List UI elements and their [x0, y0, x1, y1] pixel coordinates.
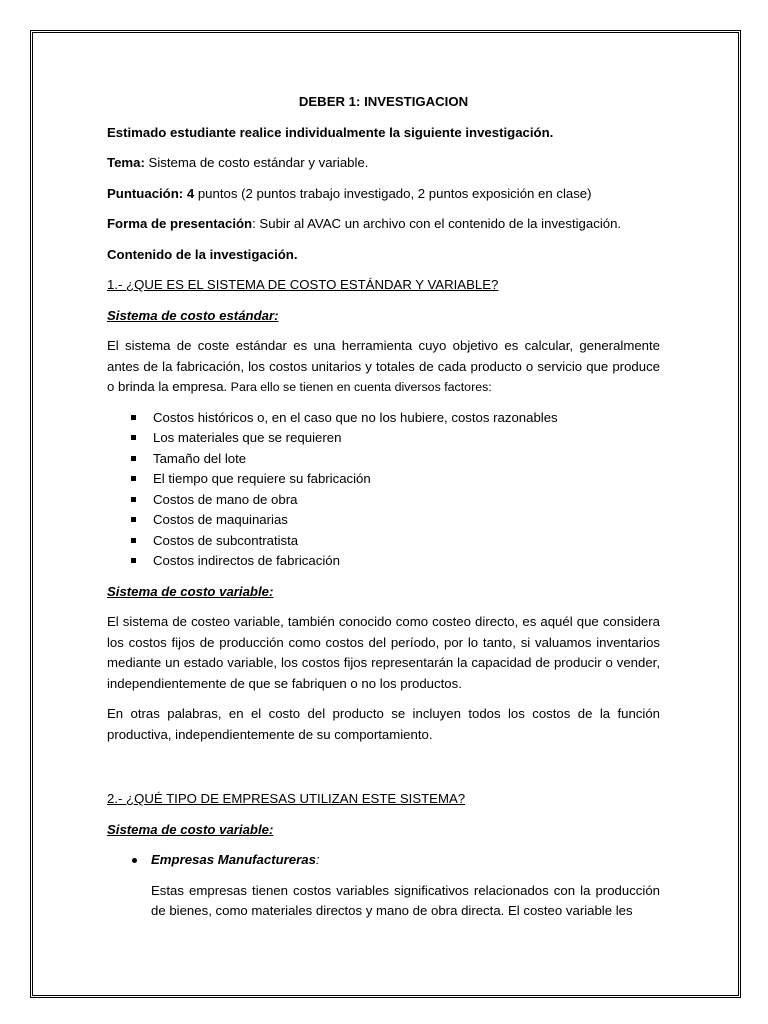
list-item: [153, 490, 660, 511]
estandar-heading: Sistema de costo estándar:: [107, 307, 279, 323]
square-bullet-icon: [131, 456, 136, 461]
square-bullet-icon: [131, 497, 136, 502]
empresas-label: Empresas Manufactureras: [151, 852, 316, 867]
factores-list: [107, 408, 660, 572]
tema-label: Tema:: [107, 155, 145, 170]
list-item: [153, 510, 660, 531]
question-1-heading: 1.- ¿QUE ES EL SISTEMA DE COSTO ESTÁNDAR Y VARIABLE?: [107, 277, 499, 292]
list-item: [153, 428, 660, 449]
forma-line: [107, 214, 660, 235]
variable-paragraph-1: El sistema de costeo variable, también conocido como costeo directo, es aquél que considera los costos fijos de producción como costos del período, por lo tanto, si valuamos inventarios mediante un estado variable, los costos fijos representarán la capacidad de producir o vender, independientemente de que se fabriquen o no los productos.: [107, 614, 660, 691]
list-item-text: Costos de mano de obra: [153, 491, 298, 507]
document-page: [107, 92, 660, 922]
question-2-heading: 2.- ¿QUÉ TIPO DE EMPRESAS UTILIZAN ESTE SISTEMA?: [107, 791, 466, 806]
forma-label: Forma de presentación: [107, 216, 253, 231]
square-bullet-icon: [131, 476, 136, 481]
list-item-text: Costos históricos o, en el caso que no los hubiere, costos razonables: [153, 409, 558, 425]
list-item: [153, 449, 660, 470]
square-bullet-icon: [131, 558, 136, 563]
empresas-paragraph: Estas empresas tienen costos variables significativos relacionados con la producción de bienes, como materiales directos y mano de obra directa. El costeo variable les: [151, 882, 660, 918]
contenido-heading: Contenido de la investigación.: [107, 246, 298, 262]
puntuacion-value: puntos (2 puntos trabajo investigado, 2 puntos exposición en clase): [194, 185, 592, 201]
estandar-text-a: El sistema de coste estándar es una herramienta cuyo objetivo es calcular, generalmente antes de la fabricación, los costos unitarios y totales de cada producto o servicio que produce o brinda la empresa.: [107, 338, 660, 394]
empresas-suffix: :: [315, 852, 320, 867]
puntuacion-line: [107, 184, 660, 205]
list-item-text: Costos de maquinarias: [153, 512, 288, 527]
tema-value: Sistema de costo estándar y variable.: [144, 155, 369, 170]
square-bullet-icon: [131, 538, 136, 543]
list-item: [153, 408, 660, 429]
q2-variable-heading: Sistema de costo variable:: [107, 821, 274, 837]
square-bullet-icon: [131, 435, 136, 440]
document-title: DEBER 1: INVESTIGACION: [298, 94, 469, 109]
list-item: [153, 469, 660, 490]
variable-heading: Sistema de costo variable:: [107, 583, 274, 599]
estandar-paragraph: [107, 336, 660, 398]
list-item: [153, 551, 660, 572]
square-bullet-icon: [131, 415, 136, 420]
list-item-text: Costos de subcontratista: [153, 532, 299, 548]
intro-text: Estimado estudiante realice individualmente la siguiente investigación.: [107, 124, 554, 140]
spacer: [107, 755, 660, 789]
list-item-text: Los materiales que se requieren: [153, 430, 342, 445]
list-item-text: El tiempo que requiere su fabricación: [153, 471, 371, 486]
tema-line: [107, 153, 660, 174]
list-item-text: Costos indirectos de fabricación: [153, 553, 340, 568]
disc-bullet-icon: [132, 858, 137, 863]
square-bullet-icon: [131, 517, 136, 522]
list-item: [107, 850, 660, 871]
forma-value: : Subir al AVAC un archivo con el contenido de la investigación.: [252, 216, 622, 231]
list-item: [153, 531, 660, 552]
puntuacion-label: Puntuación: 4: [107, 185, 195, 201]
list-item-text: Tamaño del lote: [153, 450, 247, 466]
variable-paragraph-2: En otras palabras, en el costo del producto se incluyen todos los costos de la función productiva, independientemente de su comportamiento.: [107, 706, 660, 742]
estandar-text-b: Para ello se tienen en cuenta diversos factores:: [227, 380, 492, 394]
